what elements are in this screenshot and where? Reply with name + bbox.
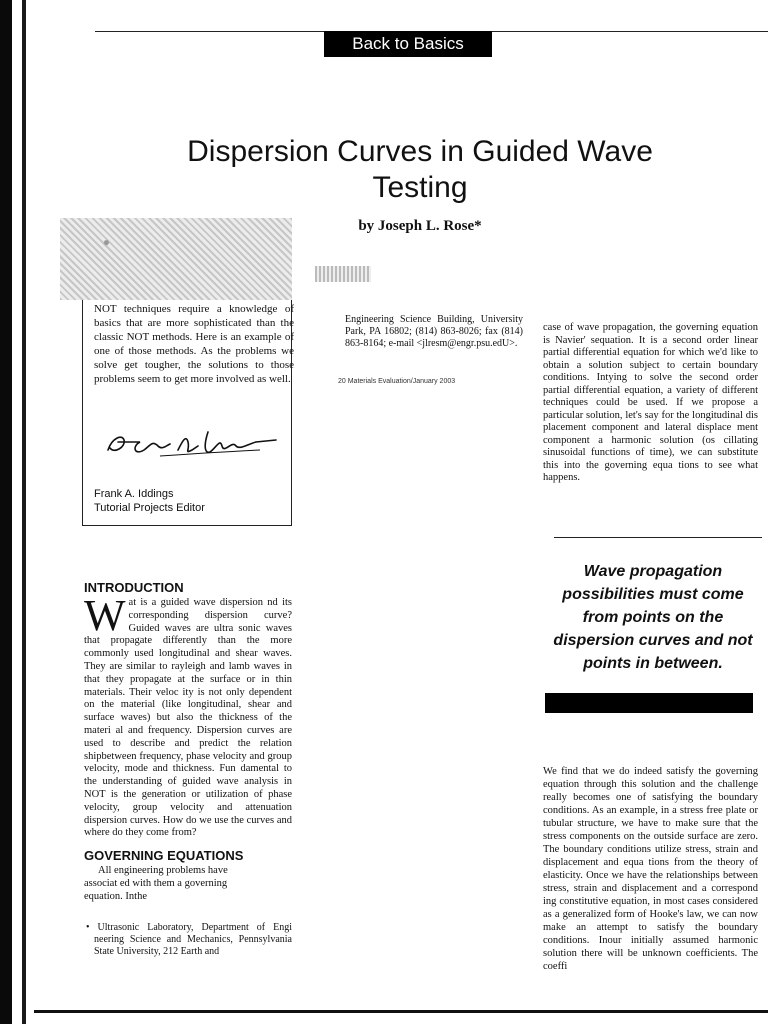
introduction-body: at is a guided wave dispersion nd its corresponding dispersion curve? Guided waves are ultra sonic waves that propagate differently than the more commonly used longitudinal and shear waves. They are similar to rayleigh and lamb waves in that they propagate at the surface or in thin materials. Their veloc ity is not only dependent on the material (like longitudinal, shear and surface waves) but also the thickness of the materi al and frequency. Dispersion curves are used to describe and predict the relation shipbetween frequency, phase velocity and group velocity, mode and thickness. Fun damental to the understanding of guided wave analysis in NOT is the generation or utilization of phase velocity, group velocity and attenuation dispersion curves. How do we use the curves and where do they come from? [84,597,292,839]
editor-signature [100,420,280,465]
editor-name-block [94,487,205,515]
byline: by Joseph L. Rose* [358,218,482,234]
left-margin-rule [22,0,26,1024]
column-three-top-text: case of wave propagation, the governing equation is Navier' sequation. It is a second order linear partial differential equation for which we'd like to obtain a solution subject to certain boundary conditions. Intying to solve the second order partial differential equation, a variety of different techniques could be used. If we propose a particular solution, let's say for the longitudinal dis placement component and lateral displace ment component a harmonic solution (os cillating sinusoidal functions of time), we can substitute this into the governing equa tions to see what happens. [543,322,758,483]
introduction-heading: INTRODUCTION [84,580,184,595]
section-banner: Back to Basics [324,31,492,57]
pull-quote-rule [554,537,762,538]
footer-rule [34,1010,768,1013]
photo-stamp [315,266,371,282]
editor-note-text: NOT techniques require a knowledge of basics that are more sophisticated than the classic NOT methods. Here is an example of one of those methods. As the problems we solve get tougher, the solutions to those problems seem to get more involved as well. [94,303,294,385]
drop-cap: W [84,591,126,640]
author-address: Engineering Science Building, University Park, PA 16802; (814) 863-8026; fax (814) 863-8164; e-mail <jlresm@engr.psu.edU>. [345,314,523,349]
column-one [84,580,292,968]
left-edge-bar [0,0,12,1024]
governing-equations-heading: GOVERNING EQUATIONS [84,848,244,864]
editor-role: Tutorial Projects Editor [94,502,205,514]
pull-quote: Wave propagation possibilities must come from points on the dispersion curves and not points in between. [553,563,753,672]
pull-quote-bar [545,693,753,713]
governing-equations-text: All engineering problems have associat ed with them a governing equation. Inthe [84,865,228,902]
article-title: Dispersion Curves in Guided Wave Testing [187,135,653,204]
page-reference: 20 Materials Evaluation/January 2003 [338,378,456,385]
column-three-bottom-text: We find that we do indeed satisfy the governing equation through this solution and the challenge really becomes one of satisfying the boundary conditions. As an example, in a stress free plate or tubular structure, we have to make sure that the stress components on the outside surface are zero. The boundary conditions utilize stress, strain and displacement and equa tions from the theory of elasticity. Once we have the relationships between stress, strain and displacement and a correspond ing constitutive equation, in most cases considered as a generalized form of Hooke's law, we can now make an attempt to satisfy the boundary conditions. Inour initially assumed harmonic solution there will be unknown coefficients. The coeffi [543,766,758,972]
introduction-text [84,591,292,840]
editor-name: Frank A. Iddings [94,488,174,500]
author-photo [60,218,292,300]
author-footnote: • Ultrasonic Laboratory, Department of Engi neering Science and Mechanics, Pennsylvania State University, 212 Earth and [86,921,292,957]
